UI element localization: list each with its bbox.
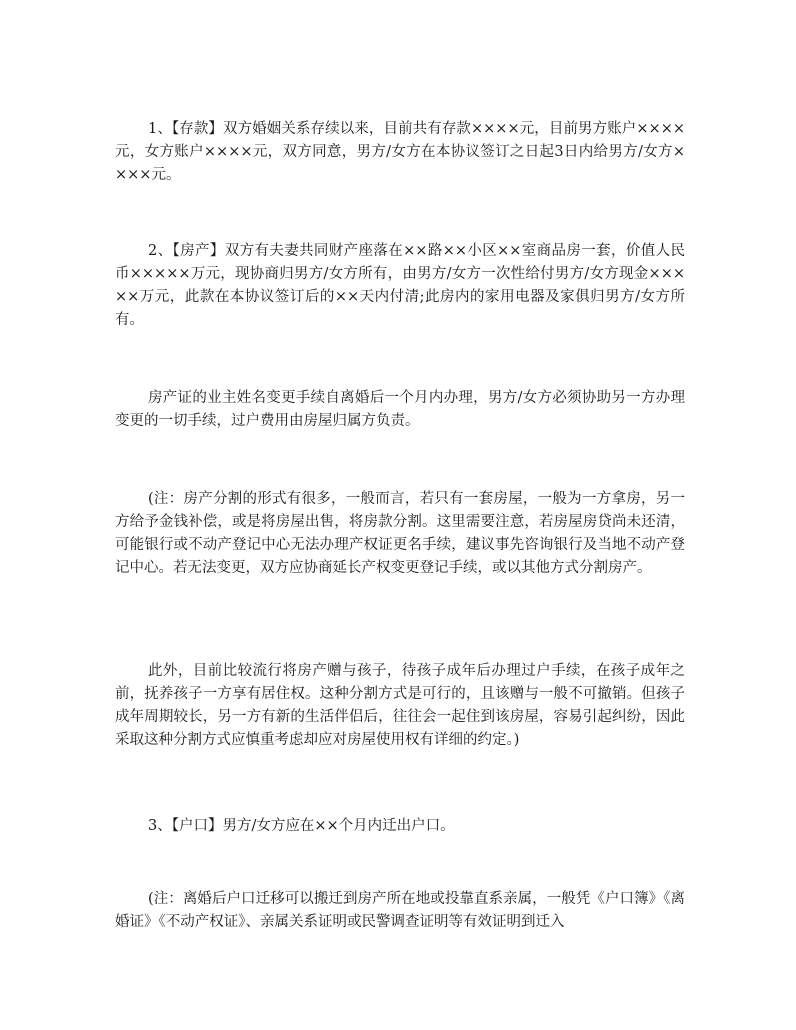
paragraph-deposit: 1、【存款】双方婚姻关系存续以来，目前共有存款××××元，目前男方账户××××元，女方账户××××元，双方同意，男方/女方在本协议签订之日起3日内给男方/女方××××元。 [115,121,685,183]
paragraph-registration-note: (注：离婚后户口迁移可以搬迁到房产所在地或投靠直系亲属，一般凭《户口簿》《离婚证》《不动产权证》、亲属关系证明或民警调查证明等有效证明到迁入 [115,891,685,930]
paragraph-gift-to-child: 此外，目前比较流行将房产赠与孩子，待孩子成年后办理过户手续，在孩子成年之前，抚养孩子一方享有居住权。这种分割方式是可行的，且该赠与一般不可撤销。但孩子成年周期较长，另一方有新的生活伴侣后，往往会一起住到该房屋，容易引起纠纷，因此采取这种分割方式应慎重考虑却应对房屋使用权有详细的约定。) [115,663,685,748]
paragraph-title-transfer: 房产证的业主姓名变更手续自离婚后一个月内办理，男方/女方必须协助另一方办理变更的一切手续，过户费用由房屋归属方负责。 [115,390,685,429]
paragraph-household-registration: 3、【户口】男方/女方应在××个月内迁出户口。 [148,818,455,834]
paragraph-property-note: (注：房产分割的形式有很多，一般而言，若只有一套房屋，一般为一方拿房，另一方给予金钱补偿，或是将房屋出售，将房款分割。这里需要注意，若房屋房贷尚未还清，可能银行或不动产登记中心无法办理产权证更名手续，建议事先咨询银行及当地不动产登记中心。若无法变更，双方应协商延长产权变更登记手续，或以其他方式分割房产。 [115,491,685,576]
paragraph-property: 2、【房产】双方有夫妻共同财产座落在××路××小区××室商品房一套，价值人民币×××××万元，现协商归男方/女方所有，由男方/女方一次性给付男方/女方现金×××××万元，此款在本协议签订后的××天内付清;此房内的家用电器及家俱归男方/女方所有。 [115,243,685,328]
